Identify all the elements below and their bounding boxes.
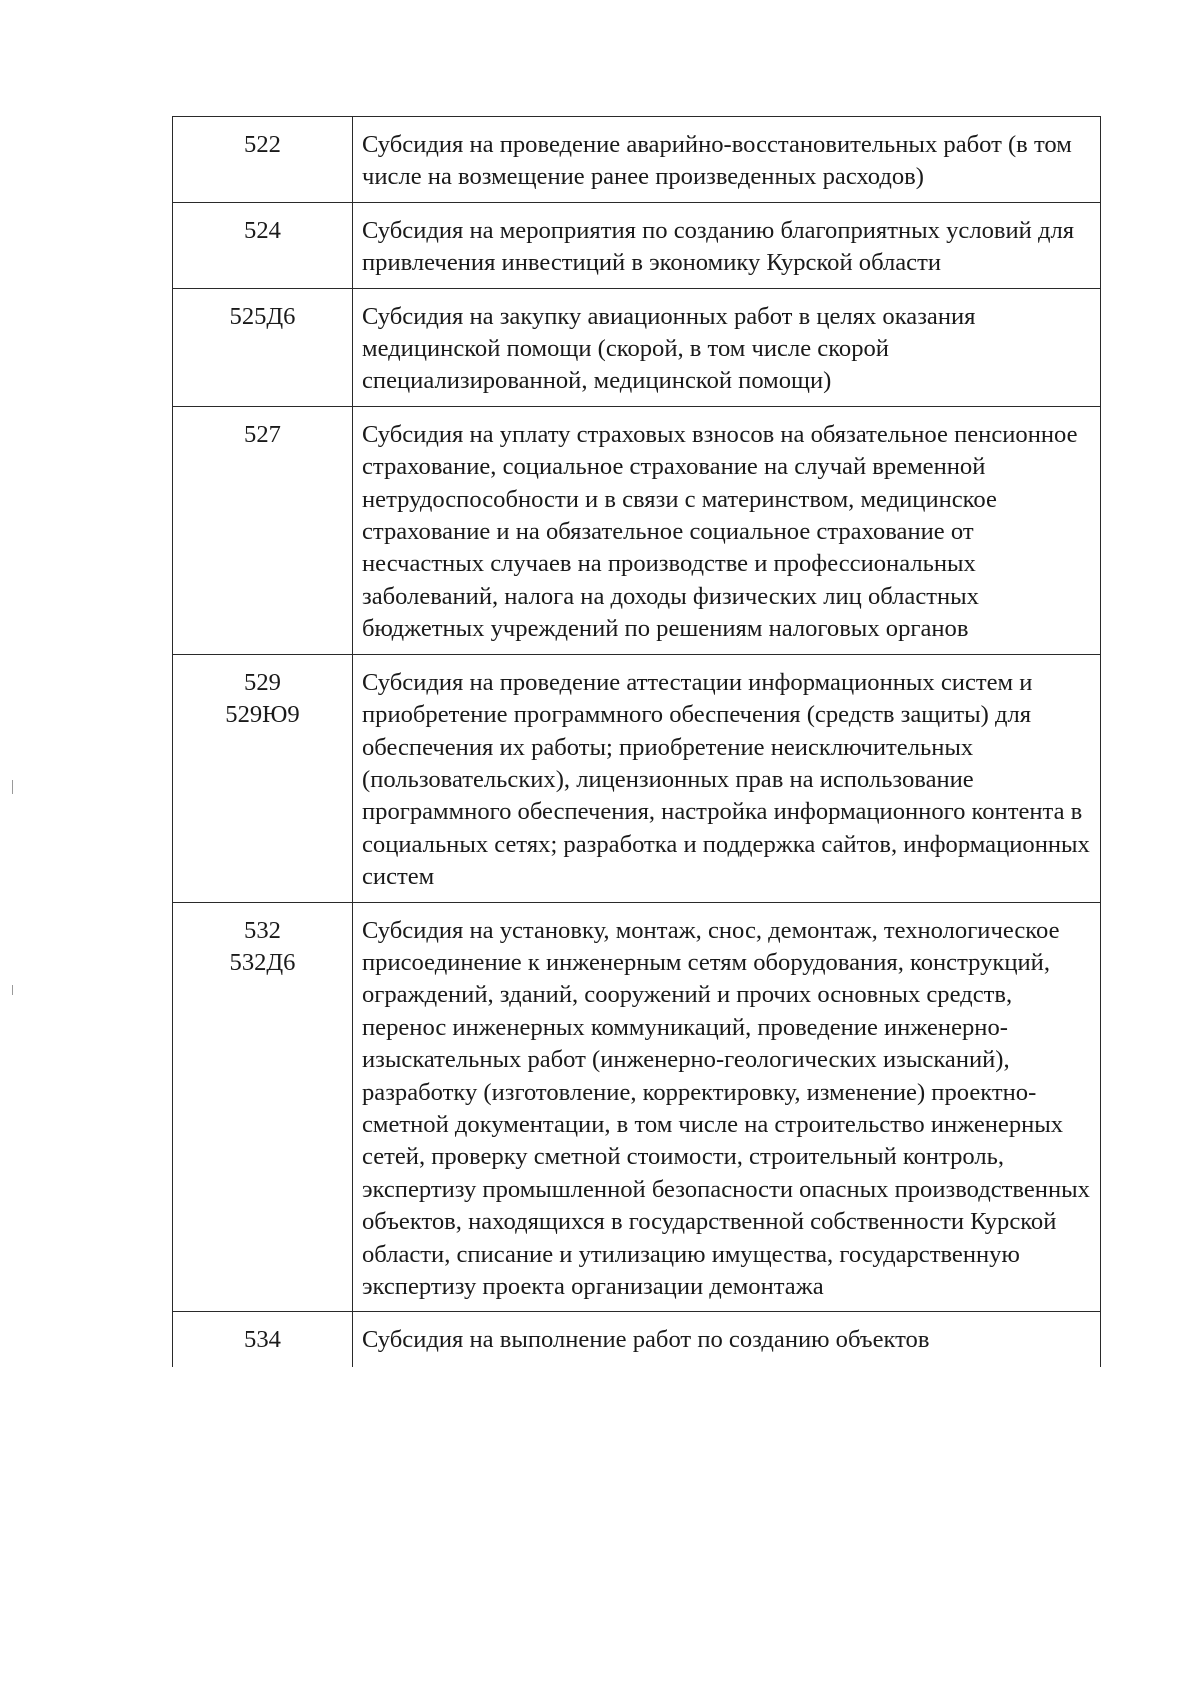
description-cell: Субсидия на мероприятия по созданию благоприятных условий для привлечения инвестиций в экономику Курской области <box>353 202 1101 288</box>
scan-artifact <box>12 780 13 794</box>
table-row <box>173 406 1101 654</box>
subsidy-code: 532 <box>244 916 281 944</box>
table-row <box>173 117 1101 203</box>
table-row <box>173 902 1101 1312</box>
code-cell <box>173 202 353 288</box>
subsidy-code: 534 <box>244 1326 281 1354</box>
description-cell: Субсидия на установку, монтаж, снос, демонтаж, технологическое присоединение к инженерным сетям оборудования, конструкций, ограждений, зданий, сооружений и прочих основных средств, перенос инженерных коммуникаций, проведение инженерно-изыскательных работ (инженерно-геологических изысканий), разработку (изготовление, корректировку, изменение) проектно-сметной документации, в том числе на строительство инженерных сетей, проверку сметной стоимости, строительный контроль, экспертизу промышленной безопасности опасных производственных объектов, находящихся в государственной собственности Курской области, списание и утилизацию имущества, государственную экспертизу проекта организации демонтажа <box>353 902 1101 1312</box>
code-cell <box>173 1312 353 1367</box>
code-cell <box>173 117 353 203</box>
table-row <box>173 202 1101 288</box>
table-row <box>173 288 1101 406</box>
subsidy-codes-table <box>172 116 1101 1367</box>
subsidy-code: 525Д6 <box>229 302 296 330</box>
description-cell: Субсидия на проведение аттестации информационных систем и приобретение программного обеспечения (средств защиты) для обеспечения их работы; приобретение неисключительных (пользовательских), лицензионных прав на использование программного обеспечения, настройка информационного контента в социальных сетях; разработка и поддержка сайтов, информационных систем <box>353 654 1101 902</box>
code-cell <box>173 406 353 654</box>
code-cell <box>173 902 353 1312</box>
description-cell: Субсидия на проведение аварийно-восстановительных работ (в том числе на возмещение ранее произведенных расходов) <box>353 117 1101 203</box>
description-cell: Субсидия на уплату страховых взносов на обязательное пенсионное страхование, социальное страхование на случай временной нетрудоспособности и в связи с материнством, медицинское страхование и на обязательное социальное страхование от несчастных случаев на производстве и профессиональных заболеваний, налога на доходы физических лиц областных бюджетных учреждений по решениям налоговых органов <box>353 406 1101 654</box>
table-row <box>173 654 1101 902</box>
subsidy-code: 529 <box>244 668 281 696</box>
code-cell <box>173 654 353 902</box>
code-cell <box>173 288 353 406</box>
subsidy-code: 532Д6 <box>229 948 296 976</box>
subsidy-code: 522 <box>244 131 281 158</box>
subsidy-code: 524 <box>244 216 281 244</box>
subsidy-code: 527 <box>244 420 281 448</box>
scan-artifact <box>12 985 13 995</box>
table-row <box>173 1312 1101 1367</box>
subsidy-code: 529Ю9 <box>225 701 300 729</box>
description-cell: Субсидия на выполнение работ по созданию объектов <box>353 1312 1101 1367</box>
description-cell: Субсидия на закупку авиационных работ в целях оказания медицинской помощи (скорой, в том числе скорой специализированной, медицинской помощи) <box>353 288 1101 406</box>
